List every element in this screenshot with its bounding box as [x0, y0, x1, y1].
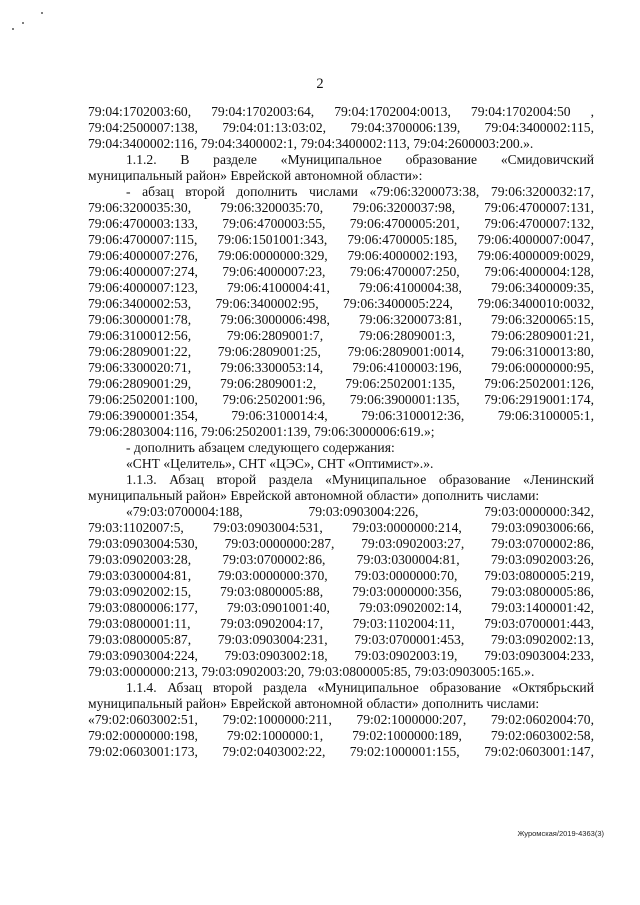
document-footer-code: Журомская/2019-4363(3): [517, 829, 604, 838]
text-line: 79:06:3900001:354, 79:06:3100014:4, 79:06:3100012:36, 79:06:3100005:1,: [88, 408, 594, 423]
text-line: 79:04:1702003:60, 79:04:1702003:64, 79:04:1702004:0013, 79:04:1702004:50 ,: [88, 104, 594, 119]
text-line: 79:06:3100012:56, 79:06:2809001:7, 79:06:2809001:3, 79:06:2809001:21,: [88, 328, 594, 343]
text-line: 79:03:0902002:15, 79:03:0800005:88, 79:03:0000000:356, 79:03:0800005:86,: [88, 584, 594, 599]
text-line: 1.1.4. Абзац второй раздела «Муниципальное образование «Октябрьский: [126, 680, 594, 695]
text-line: 79:03:0300004:81, 79:03:0000000:370, 79:03:0000000:70, 79:03:0800005:219,: [88, 568, 594, 583]
text-line: 79:03:0800005:87, 79:03:0903004:231, 79:03:0700001:453, 79:03:0902002:13,: [88, 632, 594, 647]
text-line: 79:06:2502001:100, 79:06:2502001:96, 79:06:3900001:135, 79:06:2919001:174,: [88, 392, 594, 407]
text-line: 79:06:3200035:30, 79:06:3200035:70, 79:06:3200037:98, 79:06:4700007:131,: [88, 200, 594, 215]
scan-speck: [41, 12, 43, 14]
text-line: 79:06:3000001:78, 79:06:3000006:498, 79:06:3200073:81, 79:06:3200065:15,: [88, 312, 594, 327]
text-line: 1.1.2. В разделе «Муниципальное образование «Смидовичский: [126, 152, 594, 167]
text-line: 79:06:2809001:22, 79:06:2809001:25, 79:06:2809001:0014, 79:06:3100013:80,: [88, 344, 594, 359]
text-line: 79:06:4000007:276, 79:06:0000000:329, 79:06:4000002:193, 79:06:4000009:0029,: [88, 248, 594, 263]
text-line: 79:06:4700007:115, 79:06:1501001:343, 79:06:4700005:185, 79:06:4000007:0047,: [88, 232, 594, 247]
text-line: 79:06:4000007:274, 79:06:4000007:23, 79:06:4700007:250, 79:06:4000004:128,: [88, 264, 594, 279]
scan-speck: [22, 22, 24, 24]
text-line: 79:02:0000000:198, 79:02:1000000:1, 79:02:1000000:189, 79:02:0603002:58,: [88, 728, 594, 743]
scan-speck: [12, 28, 14, 30]
text-line: 79:04:2500007:138, 79:04:01:13:03:02, 79:04:3700006:139, 79:04:3400002:115,: [88, 120, 594, 135]
text-line: 79:06:4000007:123, 79:06:4100004:41, 79:06:4100004:38, 79:06:3400009:35,: [88, 280, 594, 295]
text-line: - абзац второй дополнить числами «79:06:3200073:38, 79:06:3200032:17,: [126, 184, 594, 199]
text-line: 79:03:0800006:177, 79:03:0901001:40, 79:03:0902002:14, 79:03:1400001:42,: [88, 600, 594, 615]
text-line: 79:03:0000000:213, 79:03:0902003:20, 79:03:0800005:85, 79:03:0903005:165.».: [88, 664, 535, 679]
text-line: «СНТ «Целитель», СНТ «ЦЭС», СНТ «Оптимист».».: [126, 456, 434, 471]
text-line: 79:04:3400002:116, 79:04:3400002:1, 79:04:3400002:113, 79:04:2600003:200.».: [88, 136, 534, 151]
text-line: 79:06:3400002:53, 79:06:3400002:95, 79:06:3400005:224, 79:06:3400010:0032,: [88, 296, 594, 311]
document-body: [88, 104, 594, 760]
text-line: муниципальный район» Еврейской автономной области» дополнить числами:: [88, 696, 540, 711]
text-line: 79:06:3300020:71, 79:06:3300053:14, 79:06:4100003:196, 79:06:0000000:95,: [88, 360, 594, 375]
text-line: 79:06:2809001:29, 79:06:2809001:2, 79:06:2502001:135, 79:06:2502001:126,: [88, 376, 594, 391]
text-line: «79:02:0603002:51, 79:02:1000000:211, 79:02:1000000:207, 79:02:0602004:70,: [88, 712, 594, 727]
text-line: 79:03:0902003:28, 79:03:0700002:86, 79:03:0300004:81, 79:03:0902003:26,: [88, 552, 594, 567]
text-line: 79:02:0603001:173, 79:02:0403002:22, 79:02:1000001:155, 79:02:0603001:147,: [88, 744, 594, 759]
page-number: 2: [316, 76, 324, 92]
text-line: «79:03:0700004:188, 79:03:0903004:226, 79:03:0000000:342,: [126, 504, 594, 519]
text-line: 79:03:1102007:5, 79:03:0903004:531, 79:03:0000000:214, 79:03:0903006:66,: [88, 520, 594, 535]
text-line: 79:06:4700003:133, 79:06:4700003:55, 79:06:4700005:201, 79:06:4700007:132,: [88, 216, 594, 231]
text-line: муниципальный район» Еврейской автономной области»:: [88, 168, 423, 183]
text-line: 79:03:0800001:11, 79:03:0902004:17, 79:03:1102004:11, 79:03:0700001:443,: [88, 616, 594, 631]
text-line: 79:06:2803004:116, 79:06:2502001:139, 79:06:3000006:619.»;: [88, 424, 435, 439]
text-line: 1.1.3. Абзац второй раздела «Муниципальное образование «Ленинский: [126, 472, 594, 487]
text-line: 79:03:0903004:224, 79:03:0903002:18, 79:03:0902003:19, 79:03:0903004:233,: [88, 648, 594, 663]
text-line: - дополнить абзацем следующего содержания:: [126, 440, 395, 455]
text-line: 79:03:0903004:530, 79:03:0000000:287, 79:03:0902003:27, 79:03:0700002:86,: [88, 536, 594, 551]
text-line: муниципальный район» Еврейской автономной области» дополнить числами:: [88, 488, 540, 503]
